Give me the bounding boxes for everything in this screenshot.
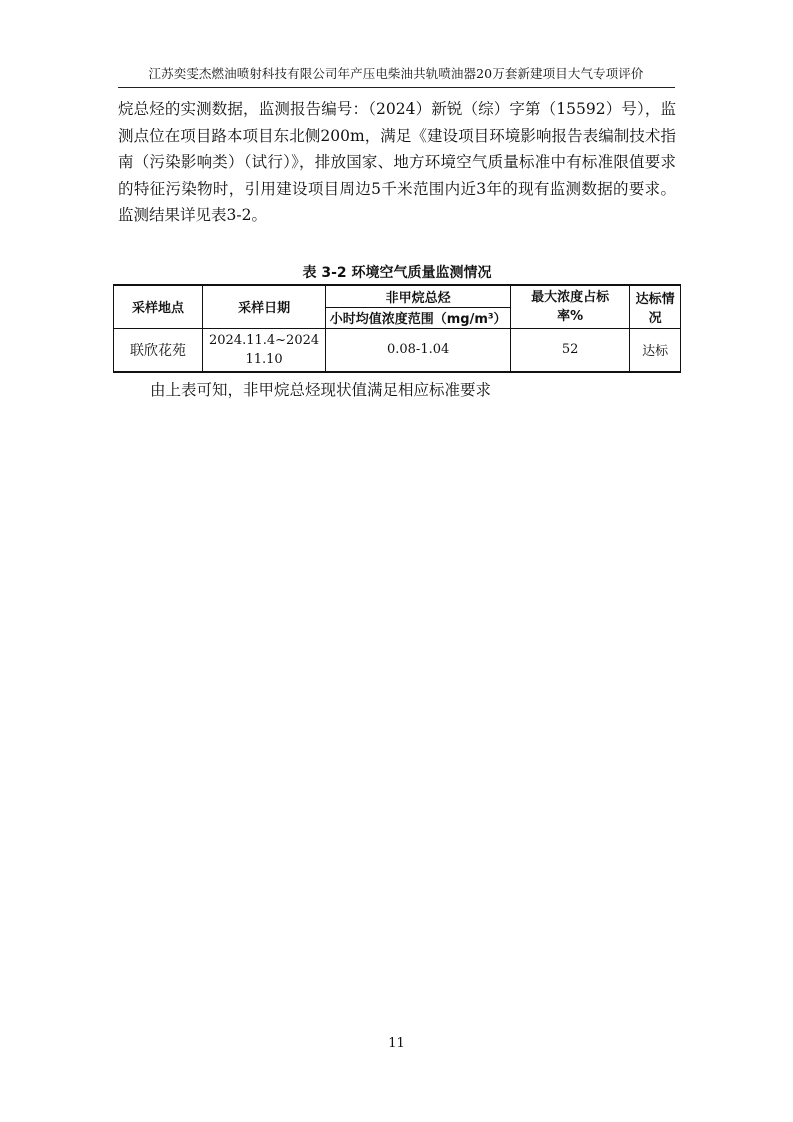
monitoring-table (113, 284, 681, 373)
cell-range: 0.08-1.04 (326, 328, 511, 372)
body-paragraph: 烷总烃的实测数据，监测报告编号：（2024）新锐（综）字第（15592）号），监测点位在项目路本项目东北侧200m，满足《建设项目环境影响报告表编制技术指南（污染影响类）（试行）》，排放国家、地方环境空气质量标准中有标准限值要求的特征污染物时，引用建设项目周边5千米范围内近3年的现有监测数据的要求。监测结果详见表3-2。 (118, 100, 676, 224)
cell-date: 2024.11.4~2024 11.10 (203, 328, 326, 372)
table-row (114, 328, 681, 372)
header-range: 小时均值浓度范围（mg/m³） (326, 307, 511, 328)
header-max-ratio: 最大浓度占标率% (511, 285, 630, 328)
header-status: 达标情况 (630, 285, 681, 328)
header-site: 采样地点 (114, 285, 203, 328)
page-header: 江苏奕雯杰燃油喷射科技有限公司年产压电柴油共轨喷油器20万套新建项目大气专项评价 (148, 66, 644, 81)
cell-site: 联欣花苑 (114, 328, 203, 372)
body-text (118, 96, 676, 229)
table-caption: 表 3-2 环境空气质量监测情况 (302, 265, 492, 281)
cell-status: 达标 (630, 328, 681, 372)
header-pollutant: 非甲烷总烃 (326, 285, 511, 307)
header-date: 采样日期 (203, 285, 326, 328)
header-rule (118, 87, 675, 88)
page-number: 11 (388, 1036, 405, 1051)
conclusion-text: 由上表可知，非甲烷总烃现状值满足相应标准要求 (150, 381, 492, 399)
cell-max-ratio: 52 (511, 328, 630, 372)
